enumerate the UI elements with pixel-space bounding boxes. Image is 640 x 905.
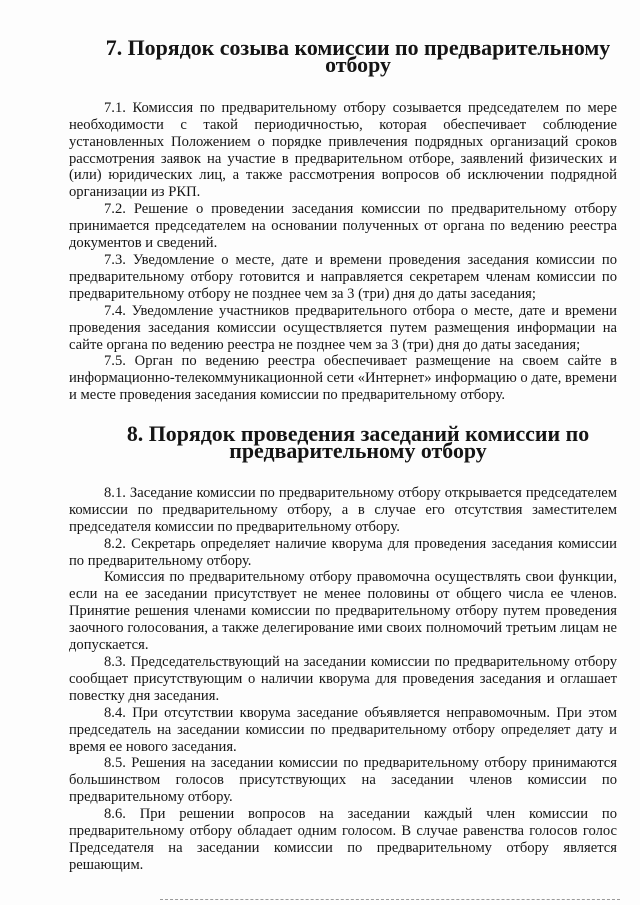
paragraph-7-3: 7.3. Уведомление о месте, дате и времени проведения заседания комиссии по предварительному отбору готовится и направляется секретарем членам комиссии по предварительному отбору не позднее чем за 3 (три) дня до даты заседания;: [69, 251, 617, 302]
paragraph-7-2: 7.2. Решение о проведении заседания комиссии по предварительному отбору принимается председателем на основании полученных от органа по ведению реестра документов и сведений.: [69, 201, 617, 252]
document-body: [69, 35, 617, 874]
paragraph-8-6: 8.6. При решении вопросов на заседании каждый член комиссии по предварительному отбору обладает одним голосом. В случае равенства голосов голос Председателя на заседании комиссии по предварительному отбору является решающим.: [69, 806, 617, 873]
paragraph-8-1: 8.1. Заседание комиссии по предварительному отбору открывается председателем комиссии по предварительному отбору, а в случае его отсутствия заместителем председателя комиссии по предварительному отбору.: [69, 484, 617, 535]
paragraph-8-2: 8.2. Секретарь определяет наличие кворума для проведения заседания комиссии по предварительному отбору.: [69, 535, 617, 569]
paragraph-7-5: 7.5. Орган по ведению реестра обеспечивает размещение на своем сайте в информационно-телекоммуникационной сети «Интернет» информацию о дате, времени и месте проведения заседания комиссии по предварительному отбору.: [69, 353, 617, 404]
scan-edge-divider: [160, 899, 620, 900]
section-8-title: 8. Порядок проведения заседаний комиссии по предварительному отбору: [126, 421, 590, 464]
paragraph-7-4: 7.4. Уведомление участников предварительного отбора о месте, дате и времени проведения заседания комиссии осуществляется путем размещения информации на сайте органа по ведению реестра не позднее чем за 3 (три) дня до даты заседания;: [69, 302, 617, 353]
paragraph-8-4: 8.4. При отсутствии кворума заседание объявляется неправомочным. При этом председатель на заседании комиссии по предварительному отбору определяет дату и время ее нового заседания.: [69, 704, 617, 755]
paragraph-8-2-quorum: Комиссия по предварительному отбору правомочна осуществлять свои функции, если на ее заседании присутствует не менее половины от общего числа ее членов. Принятие решения членами комиссии по предварительному отбору путем проведения заочного голосования, а также делегирование ими своих полномочий третьим лицам не допускается.: [69, 569, 617, 654]
paragraph-7-1: 7.1. Комиссия по предварительному отбору созывается председателем по мере необходимости с такой периодичностью, которая обеспечивает соблюдение установленных Положением о порядке привлечения подрядных организаций сроков рассмотрения заявок на участие в предварительном отборе, заявлений физических и (или) юридических лиц, а также рассмотрения вопросов об исключении подрядной организации из РКП.: [69, 99, 617, 201]
paragraph-8-5: 8.5. Решения на заседании комиссии по предварительному отбору принимаются большинством голосов присутствующих на заседании членов комиссии по предварительному отбору.: [69, 755, 617, 806]
section-7-title: 7. Порядок созыва комиссии по предварительному отбору: [105, 35, 611, 77]
paragraph-8-3: 8.3. Председательствующий на заседании комиссии по предварительному отбору сообщает присутствующим о наличии кворума для проведения заседания и оглашает повестку дня заседания.: [69, 654, 617, 704]
